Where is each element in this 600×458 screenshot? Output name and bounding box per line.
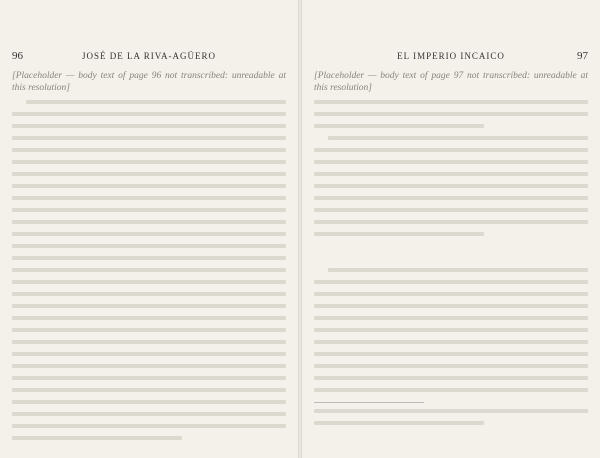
left-placeholder-notice: [Placeholder — body text of page 96 not transcribed: unreadable at this resolution]: [12, 71, 286, 93]
placeholder-line: [314, 124, 484, 128]
placeholder-line: [314, 280, 588, 284]
placeholder-line: [12, 400, 286, 404]
placeholder-line: [12, 220, 286, 224]
placeholder-line: [26, 100, 286, 104]
placeholder-line: [314, 184, 588, 188]
placeholder-line: [314, 316, 588, 320]
placeholder-line: [314, 160, 588, 164]
placeholder-line: [12, 424, 286, 428]
placeholder-line: [12, 340, 286, 344]
placeholder-line: [12, 136, 286, 140]
placeholder-line: [314, 292, 588, 296]
right-page-header: [314, 50, 588, 64]
placeholder-line: [12, 172, 286, 176]
placeholder-line: [314, 388, 588, 392]
placeholder-line: [314, 328, 588, 332]
placeholder-line: [328, 136, 588, 140]
placeholder-line: [12, 316, 286, 320]
placeholder-line: [12, 352, 286, 356]
placeholder-line: [328, 268, 588, 272]
placeholder-line: [12, 304, 286, 308]
placeholder-line: [12, 268, 286, 272]
placeholder-line: [314, 409, 588, 413]
footnote-rule: [314, 402, 424, 403]
placeholder-line: [12, 160, 286, 164]
left-page-header: [12, 50, 286, 64]
placeholder-line: [12, 364, 286, 368]
placeholder-line: [314, 208, 588, 212]
placeholder-line: [314, 100, 588, 104]
placeholder-line: [12, 280, 286, 284]
placeholder-line: [12, 184, 286, 188]
section-gap: [314, 244, 588, 268]
right-page-body: [314, 70, 588, 450]
placeholder-line: [12, 292, 286, 296]
placeholder-line: [314, 376, 588, 380]
placeholder-line: [314, 232, 484, 236]
placeholder-line: [314, 220, 588, 224]
placeholder-line: [12, 124, 286, 128]
placeholder-line: [314, 340, 588, 344]
right-page: [302, 0, 600, 458]
placeholder-line: [314, 112, 588, 116]
placeholder-line: [12, 148, 286, 152]
placeholder-line: [12, 208, 286, 212]
left-running-head: JOSÉ DE LA RIVA-AGÜERO: [81, 51, 217, 61]
placeholder-line: [314, 304, 588, 308]
placeholder-line: [12, 412, 286, 416]
right-page-number: 97: [577, 50, 588, 62]
placeholder-line: [314, 352, 588, 356]
left-page-number: 96: [12, 50, 23, 62]
placeholder-line: [314, 364, 588, 368]
placeholder-line: [12, 112, 286, 116]
right-running-head: EL IMPERIO INCAICO: [397, 51, 505, 61]
placeholder-line: [12, 256, 286, 260]
placeholder-line: [314, 172, 588, 176]
placeholder-line: [12, 388, 286, 392]
placeholder-line: [12, 232, 286, 236]
right-placeholder-notice: [Placeholder — body text of page 97 not transcribed: unreadable at this resolution]: [314, 71, 588, 93]
placeholder-line: [314, 421, 484, 425]
placeholder-line: [314, 148, 588, 152]
placeholder-line: [12, 436, 182, 440]
left-page: [0, 0, 298, 458]
left-page-body: [12, 70, 286, 450]
placeholder-line: [12, 244, 286, 248]
placeholder-line: [12, 196, 286, 200]
placeholder-line: [314, 196, 588, 200]
placeholder-line: [12, 328, 286, 332]
placeholder-line: [12, 376, 286, 380]
